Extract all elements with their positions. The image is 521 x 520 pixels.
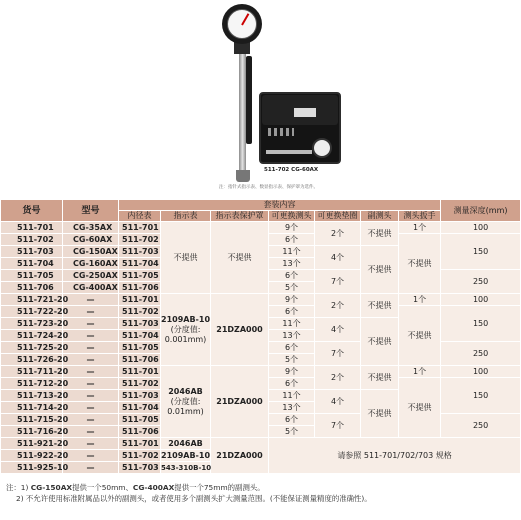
cell-washers: 7个 (315, 270, 361, 294)
cell-washers: 4个 (315, 318, 361, 342)
cell-id: 511-703 (1, 246, 63, 258)
spec-table (0, 199, 521, 474)
cell-model: CG-150AX (63, 246, 119, 258)
col-header-model: 型号 (63, 200, 119, 222)
table-row (1, 294, 521, 306)
indicator-resolution-label: (分度值: (170, 396, 201, 406)
cell-model: — (63, 414, 119, 426)
cell-heads: 6个 (269, 234, 315, 246)
cell-aux-none: 不提供 (361, 246, 399, 294)
cell-id: 511-711-20 (1, 366, 63, 378)
cell-id: 511-705 (1, 270, 63, 282)
col-header-washer: 可更换垫圈 (315, 211, 361, 222)
cell-model: — (63, 330, 119, 342)
cell-heads: 5个 (269, 282, 315, 294)
case-accessories (268, 128, 294, 136)
product-images (0, 0, 520, 198)
footnote-1-prefix: 注：1) (6, 483, 31, 492)
table-row (1, 366, 521, 378)
footnote-1-model-a: CG-150AX (30, 483, 73, 492)
cell-model: — (63, 306, 119, 318)
indicator-code: 2046AB (168, 386, 203, 396)
cell-depth: 150 (441, 234, 521, 270)
cell-washers: 4个 (315, 390, 361, 414)
cell-model: — (63, 462, 119, 474)
cell-id: 511-701 (1, 222, 63, 234)
cell-heads: 6个 (269, 378, 315, 390)
cell-id: 511-706 (1, 282, 63, 294)
cell-inner: 511-701 (119, 222, 161, 234)
cell-depth: 250 (441, 342, 521, 366)
cell-heads: 6个 (269, 270, 315, 282)
col-header-aux: 副测头 (361, 211, 399, 222)
footnotes (6, 482, 518, 504)
cell-indicator: 2109AB-10 (161, 450, 211, 460)
cell-depth: 100 (441, 294, 521, 306)
cell-guard-group2: 21DZA000 (211, 294, 269, 366)
cell-washers: 7个 (315, 414, 361, 438)
cell-id: 511-704 (1, 258, 63, 270)
cell-id: 511-922-20 (1, 450, 63, 462)
cell-id: 511-925-10 (1, 462, 63, 474)
cell-id: 511-724-20 (1, 330, 63, 342)
indicator-resolution-value: 0.01mm) (167, 406, 204, 416)
cell-model: — (63, 366, 119, 378)
cell-wrench-none: 不提供 (399, 378, 441, 438)
cell-heads: 9个 (269, 366, 315, 378)
cell-model: — (63, 402, 119, 414)
cell-model: CG-60AX (63, 234, 119, 246)
cell-indicator-group3 (161, 366, 211, 438)
cell-washers: 4个 (315, 246, 361, 270)
image-caption: 511-702 CG-60AX (264, 167, 319, 173)
cell-inner: 511-705 (119, 414, 161, 426)
cell-model: — (63, 294, 119, 306)
case-gauge-rod (266, 150, 312, 154)
cell-guard-group4: 21DZA000 (211, 438, 269, 474)
footnote-2: 2) 不允许使用标准附属品以外的副测头，或者使用多个副测头扩大测量范围。(不能保证测量精度的准确性)。 (16, 494, 372, 503)
cell-model: — (63, 318, 119, 330)
cell-washers: 7个 (315, 342, 361, 366)
cell-heads: 13个 (269, 258, 315, 270)
cell-refer-note: 请参照 511-701/702/703 规格 (269, 438, 521, 474)
cell-inner: 511-701 (119, 438, 161, 450)
cell-heads: 13个 (269, 330, 315, 342)
cell-model: — (63, 342, 119, 354)
cell-washers: 2个 (315, 222, 361, 246)
image-note: 注：指针式指示表、数显指示表、保护罩为选件。 (219, 185, 318, 190)
cell-id: 511-715-20 (1, 414, 63, 426)
col-header-contents: 套装内容 (119, 200, 441, 211)
footnote-1 (6, 482, 518, 493)
cell-id: 511-712-20 (1, 378, 63, 390)
cell-wrench: 1个 (399, 366, 441, 378)
bore-gauge-tip (236, 170, 250, 182)
spec-table-wrap (0, 199, 520, 474)
bore-gauge-grip (246, 56, 252, 144)
cell-id: 511-726-20 (1, 354, 63, 366)
cell-heads: 6个 (269, 306, 315, 318)
cell-heads: 13个 (269, 402, 315, 414)
cell-depth: 150 (441, 306, 521, 342)
cell-id: 511-714-20 (1, 402, 63, 414)
cell-id: 511-721-20 (1, 294, 63, 306)
col-header-depth: 测量深度(mm) (441, 200, 521, 222)
cell-inner: 511-706 (119, 282, 161, 294)
table-row (1, 438, 521, 450)
cell-wrench: 1个 (399, 222, 441, 234)
cell-washers: 2个 (315, 366, 361, 390)
cell-aux-none: 不提供 (361, 294, 399, 318)
cell-heads: 9个 (269, 294, 315, 306)
cell-id: 511-725-20 (1, 342, 63, 354)
cell-guard-none: 不提供 (211, 222, 269, 294)
cell-aux-none: 不提供 (361, 366, 399, 390)
cell-inner: 511-704 (119, 330, 161, 342)
case-dial-icon (312, 138, 332, 158)
cell-inner: 511-702 (119, 378, 161, 390)
cell-depth: 250 (441, 414, 521, 438)
col-header-indicator: 指示表 (161, 211, 211, 222)
cell-heads: 5个 (269, 426, 315, 438)
cell-depth: 250 (441, 270, 521, 294)
col-header-inner: 内径表 (119, 211, 161, 222)
bore-gauge-stem (239, 35, 246, 175)
cell-heads: 5个 (269, 354, 315, 366)
col-header-id: 货号 (1, 200, 63, 222)
cell-inner: 511-703 (119, 462, 161, 474)
cell-inner: 511-705 (119, 270, 161, 282)
cell-inner: 511-702 (119, 306, 161, 318)
cell-depth: 100 (441, 222, 521, 234)
cell-model: — (63, 426, 119, 438)
cell-id: 511-716-20 (1, 426, 63, 438)
indicator-resolution-label: (分度值: (170, 324, 201, 334)
cell-id: 511-722-20 (1, 306, 63, 318)
cell-inner: 511-704 (119, 402, 161, 414)
cell-indicator: 2046AB (161, 438, 211, 450)
cell-model: CG-35AX (63, 222, 119, 234)
cell-aux-none: 不提供 (361, 318, 399, 366)
indicator-resolution-value: 0.001mm) (164, 334, 207, 344)
cell-depth: 100 (441, 366, 521, 378)
cell-id: 511-702 (1, 234, 63, 246)
cell-model: CG-400AX (63, 282, 119, 294)
cell-inner: 511-701 (119, 294, 161, 306)
footnote-1-mid: 提供一个50mm、 (72, 483, 133, 492)
cell-model: CG-250AX (63, 270, 119, 282)
col-header-guard: 指示表保护罩 (211, 211, 269, 222)
cell-model: — (63, 390, 119, 402)
case-label (294, 108, 316, 117)
cell-aux-none: 不提供 (361, 390, 399, 438)
cell-heads: 6个 (269, 414, 315, 426)
cell-wrench: 1个 (399, 294, 441, 306)
indicator-code: 2109AB-10 (161, 314, 211, 324)
cell-heads: 11个 (269, 390, 315, 402)
cell-inner: 511-703 (119, 246, 161, 258)
cell-indicator-group2 (161, 294, 211, 366)
table-row (1, 222, 521, 234)
cell-washers: 2个 (315, 294, 361, 318)
cell-model: — (63, 450, 119, 462)
cell-indicator-none: 不提供 (161, 222, 211, 294)
cell-model: — (63, 354, 119, 366)
cell-wrench-none: 不提供 (399, 306, 441, 366)
cell-aux-none: 不提供 (361, 222, 399, 246)
cell-wrench-none: 不提供 (399, 234, 441, 294)
cell-inner: 511-703 (119, 318, 161, 330)
cell-inner: 511-705 (119, 342, 161, 354)
col-header-interchangeable: 可更换测头 (269, 211, 315, 222)
cell-model: CG-160AX (63, 258, 119, 270)
cell-inner: 511-701 (119, 366, 161, 378)
cell-model: — (63, 378, 119, 390)
cell-heads: 9个 (269, 222, 315, 234)
cell-inner: 511-704 (119, 258, 161, 270)
cell-depth: 150 (441, 378, 521, 414)
cell-inner: 511-702 (119, 450, 161, 462)
cell-id: 511-723-20 (1, 318, 63, 330)
cell-id: 511-713-20 (1, 390, 63, 402)
cell-indicator: 543-310B-10 (161, 463, 212, 472)
cell-inner: 511-702 (119, 234, 161, 246)
cell-inner: 511-703 (119, 390, 161, 402)
cell-inner: 511-706 (119, 354, 161, 366)
footnote-1-model-b: CG-400AX (132, 483, 175, 492)
cell-heads: 6个 (269, 342, 315, 354)
footnote-1-end: 提供一个75mm的副测头。 (174, 483, 265, 492)
cell-id: 511-921-20 (1, 438, 63, 450)
cell-guard-group3: 21DZA000 (211, 366, 269, 438)
cell-model: — (63, 438, 119, 450)
cell-heads: 11个 (269, 246, 315, 258)
cell-heads: 11个 (269, 318, 315, 330)
cell-inner: 511-706 (119, 426, 161, 438)
col-header-wrench: 测头扳手 (399, 211, 441, 222)
